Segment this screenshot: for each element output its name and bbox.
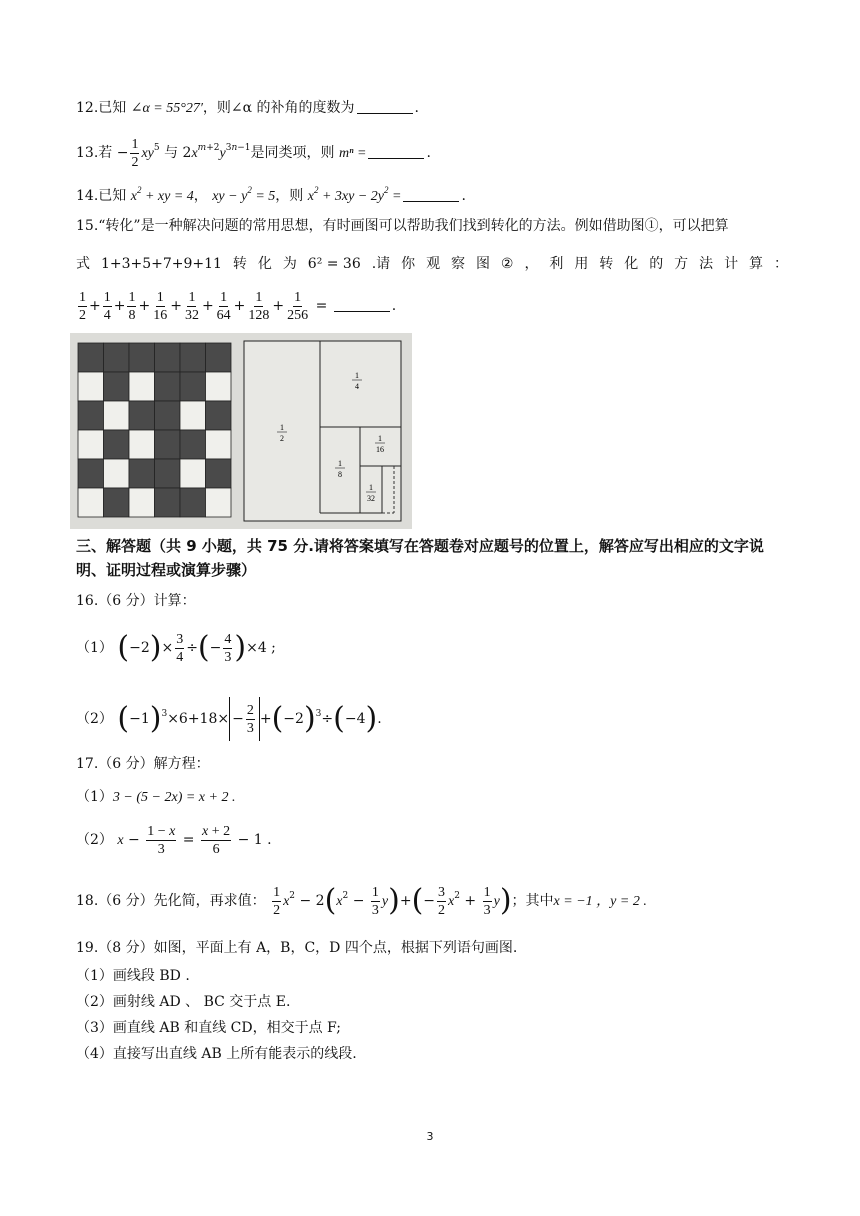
q15-fraction: $\frac{1}{16}$ xyxy=(153,289,168,323)
q15-line2-token: 算 xyxy=(749,256,764,272)
q13-end: . xyxy=(426,145,431,161)
q15-line2-token: 方 xyxy=(674,256,689,272)
q15-line2-token: 6² = 36 xyxy=(307,256,361,272)
grid-cell xyxy=(104,488,130,517)
q19-item: （2）画射线 AD 、 BC 交于点 E. xyxy=(76,994,291,1010)
q15-line2-token: 1+3+5+7+9+11 xyxy=(100,256,222,272)
question-15-line-1: 15.“转化”是一种解决问题的常用思想，有时画图可以帮助我们找到转化的方法。例如借助图①，可以把算 xyxy=(76,218,729,234)
q15-line2-token: .请 xyxy=(371,256,391,272)
q15-fraction: $\frac{1}{4}$ xyxy=(103,289,111,323)
q14-cond-2: xy − $y^2 = 5$ xyxy=(212,185,276,204)
grid-cell xyxy=(129,488,155,517)
q19-title: 19.（8 分）如图，平面上有 A，B，C，D 四个点，根据下列语句画图. xyxy=(76,940,518,956)
grid-cell xyxy=(78,372,104,401)
q12-expression: ∠α = 55°27′ xyxy=(130,101,203,116)
figure-1-grid xyxy=(78,343,231,517)
q16-part-1-expr: (−2)× $\frac{3}{4}$ ÷(− $\frac{4}{3}$ )×4 ; xyxy=(117,630,276,665)
question-15-fraction-sum: $\frac{1}{2}$ + $\frac{1}{4}$ + $\frac{1}{8}$ + $\frac{1}{16}$ + $\frac{1}{32}$ + $\frac{1}{64}$ + $\frac{1}{128}$ + $\frac{1}{256}$ = . xyxy=(79,289,397,323)
question-13 xyxy=(76,130,431,172)
q15-line2-token: 你 xyxy=(401,256,416,272)
grid-cell xyxy=(104,430,130,459)
q15-line2-token: 式 xyxy=(76,256,90,272)
q15-line2-token: 化 xyxy=(257,256,272,272)
grid-cell xyxy=(180,430,206,459)
q17-part-1-label: （1） xyxy=(76,789,113,805)
grid-cell xyxy=(206,343,232,372)
grid-cell xyxy=(206,401,232,430)
q17-part-1-expr: 3 − (5 − 2x) = x + 2 . xyxy=(112,790,236,805)
q15-line2-token: 为 xyxy=(282,256,297,272)
grid-cell xyxy=(155,488,181,517)
grid-cell xyxy=(104,372,130,401)
grid-cell xyxy=(155,459,181,488)
q15-line2-token: 图 xyxy=(475,256,490,272)
grid-cell xyxy=(78,430,104,459)
figure-2-label-denominator: 16 xyxy=(376,445,384,454)
grid-cell xyxy=(129,401,155,430)
q14-end: . xyxy=(461,188,466,204)
figure-2-label-denominator: 32 xyxy=(367,494,375,503)
q13-text-b: 与 xyxy=(164,145,179,161)
q14-text-b: ， xyxy=(193,188,208,204)
q14-target: $x^2 + 3xy - 2y^2$ = xyxy=(307,185,402,204)
q19-item: （1）画线段 BD . xyxy=(76,968,190,984)
q18-tail: ；其中 xyxy=(511,893,554,909)
section-3-heading: 三、解答题（共 9 小题，共 75 分.请将答案填写在答题卷对应题号的位置上，解答应写出相应的文字说明、证明过程或演算步骤） xyxy=(76,537,764,579)
q15-line2-token: 察 xyxy=(451,256,466,272)
q15-line2-token: 转 xyxy=(599,256,614,272)
q18-expr: $\frac{1}{2}$ $x^2 - 2(x^2$ − $\frac{1}{3}$ y)+(− $\frac{3}{2}$ $x^2$ + $\frac{1}{3}$ y) xyxy=(273,883,512,918)
grid-cell xyxy=(104,343,130,372)
figure-2-label-numerator: 1 xyxy=(280,423,284,432)
q17-part-1 xyxy=(76,787,235,808)
figure-2-label-numerator: 1 xyxy=(338,459,342,468)
q15-line2-token: ② xyxy=(500,256,514,272)
q15-fraction: $\frac{1}{8}$ xyxy=(128,289,136,323)
q15-fraction: $\frac{1}{32}$ xyxy=(184,289,199,323)
q15-line2-token: 的 xyxy=(649,256,664,272)
q15-line2-token: 计 xyxy=(724,256,739,272)
q18-condition: x = −1 ，y = 2 . xyxy=(553,894,647,909)
grid-cell xyxy=(206,372,232,401)
q15-fraction: $\frac{1}{128}$ xyxy=(248,289,270,323)
q15-line2-token: 转 xyxy=(232,256,247,272)
grid-cell xyxy=(206,488,232,517)
q15-fraction: $\frac{1}{256}$ xyxy=(287,289,309,323)
page-number: 3 xyxy=(426,1130,434,1143)
grid-cell xyxy=(129,343,155,372)
q15-line2-token: 观 xyxy=(426,256,441,272)
grid-cell xyxy=(206,430,232,459)
grid-cell xyxy=(180,488,206,517)
q14-text-c: ，则 xyxy=(275,188,304,204)
q13-term-2: $2x^{m+2}y^{3n-1}$ xyxy=(182,143,251,161)
q14-cond-1: $x^2$ + xy = 4 xyxy=(130,185,194,204)
q13-text-a: 若 xyxy=(98,145,113,161)
figure-2-partition xyxy=(244,341,401,521)
q16-part-2-expr: $(-1)^3\times 6+18\times$ − $\frac{2}{3}$ $+(-2)^3\div(-4)$. xyxy=(117,711,381,727)
grid-cell xyxy=(129,459,155,488)
answer-blank xyxy=(368,146,424,159)
grid-cell xyxy=(78,488,104,517)
q15-line2-token: ， xyxy=(524,256,539,272)
figures-image xyxy=(70,333,412,529)
figure-2-label-numerator: 1 xyxy=(369,483,373,492)
answer-blank xyxy=(357,101,413,114)
answer-blank xyxy=(403,189,459,202)
grid-cell xyxy=(155,430,181,459)
q16-part-2-label: （2） xyxy=(76,711,113,727)
grid-cell xyxy=(78,343,104,372)
q17-part-2-expr: x − $\frac{1 - x}{3}$ = $\frac{x + 2}{6}$ − 1 . xyxy=(117,823,272,857)
q15-fraction: $\frac{1}{2}$ xyxy=(79,289,86,323)
q15-line2-token: 利 xyxy=(549,256,564,272)
q15-line2-token: 化 xyxy=(624,256,639,272)
grid-cell xyxy=(180,459,206,488)
q13-expression: mⁿ = xyxy=(338,146,367,161)
q17-part-2-label: （2） xyxy=(76,832,113,848)
grid-cell xyxy=(104,459,130,488)
grid-cell xyxy=(155,401,181,430)
grid-cell xyxy=(104,401,130,430)
grid-cell xyxy=(155,372,181,401)
q15-line2-token: ： xyxy=(773,256,788,272)
q15-line2-token: 用 xyxy=(574,256,589,272)
figure-2-label-numerator: 1 xyxy=(378,434,382,443)
q16-part-1-label: （1） xyxy=(76,640,113,656)
grid-cell xyxy=(78,459,104,488)
grid-cell xyxy=(206,459,232,488)
grid-cell xyxy=(180,343,206,372)
q17-part-2 xyxy=(76,818,272,863)
q13-term-1: − $\frac{1}{2}$ $xy^5$ xyxy=(116,136,160,170)
grid-cell xyxy=(180,401,206,430)
q17-title: 17.（6 分）解方程： xyxy=(76,756,210,772)
q12-text-a: 已知 xyxy=(98,100,127,116)
question-15-line-2 xyxy=(76,254,788,274)
grid-cell xyxy=(129,430,155,459)
grid-cell xyxy=(180,372,206,401)
grid-cell xyxy=(129,372,155,401)
grid-cell xyxy=(155,343,181,372)
q16-title: 16.（6 分）计算： xyxy=(76,593,196,609)
figure-2-label-denominator: 8 xyxy=(338,470,342,479)
figure-2-label-denominator: 4 xyxy=(355,382,359,391)
figure-2-label-denominator: 2 xyxy=(280,434,284,443)
q16-part-1 xyxy=(76,626,276,670)
grid-cell xyxy=(78,401,104,430)
q15-line2-token: 法 xyxy=(699,256,714,272)
question-12 xyxy=(76,98,419,119)
question-14 xyxy=(76,180,466,207)
answer-blank xyxy=(334,299,390,312)
q19-item: （4）直接写出直线 AB 上所有能表示的线段. xyxy=(76,1046,357,1062)
q15-fraction: $\frac{1}{64}$ xyxy=(216,289,231,323)
q18-title: 18.（6 分）先化简，再求值： xyxy=(76,893,266,909)
q14-text-a: 已知 xyxy=(98,188,127,204)
q12-end: . xyxy=(414,100,419,116)
q14-number: 14. xyxy=(76,188,99,204)
figure-2-label-numerator: 1 xyxy=(355,371,359,380)
q13-text-c: 是同类项，则 xyxy=(250,145,335,161)
q16-part-2 xyxy=(76,692,382,741)
q13-number: 13. xyxy=(76,145,99,161)
question-18 xyxy=(76,874,647,924)
q12-text-b: ，则∠α 的补角的度数为 xyxy=(202,100,355,116)
q12-number: 12. xyxy=(76,100,99,116)
q19-item: （3）画直线 AB 和直线 CD，相交于点 F; xyxy=(76,1020,341,1036)
